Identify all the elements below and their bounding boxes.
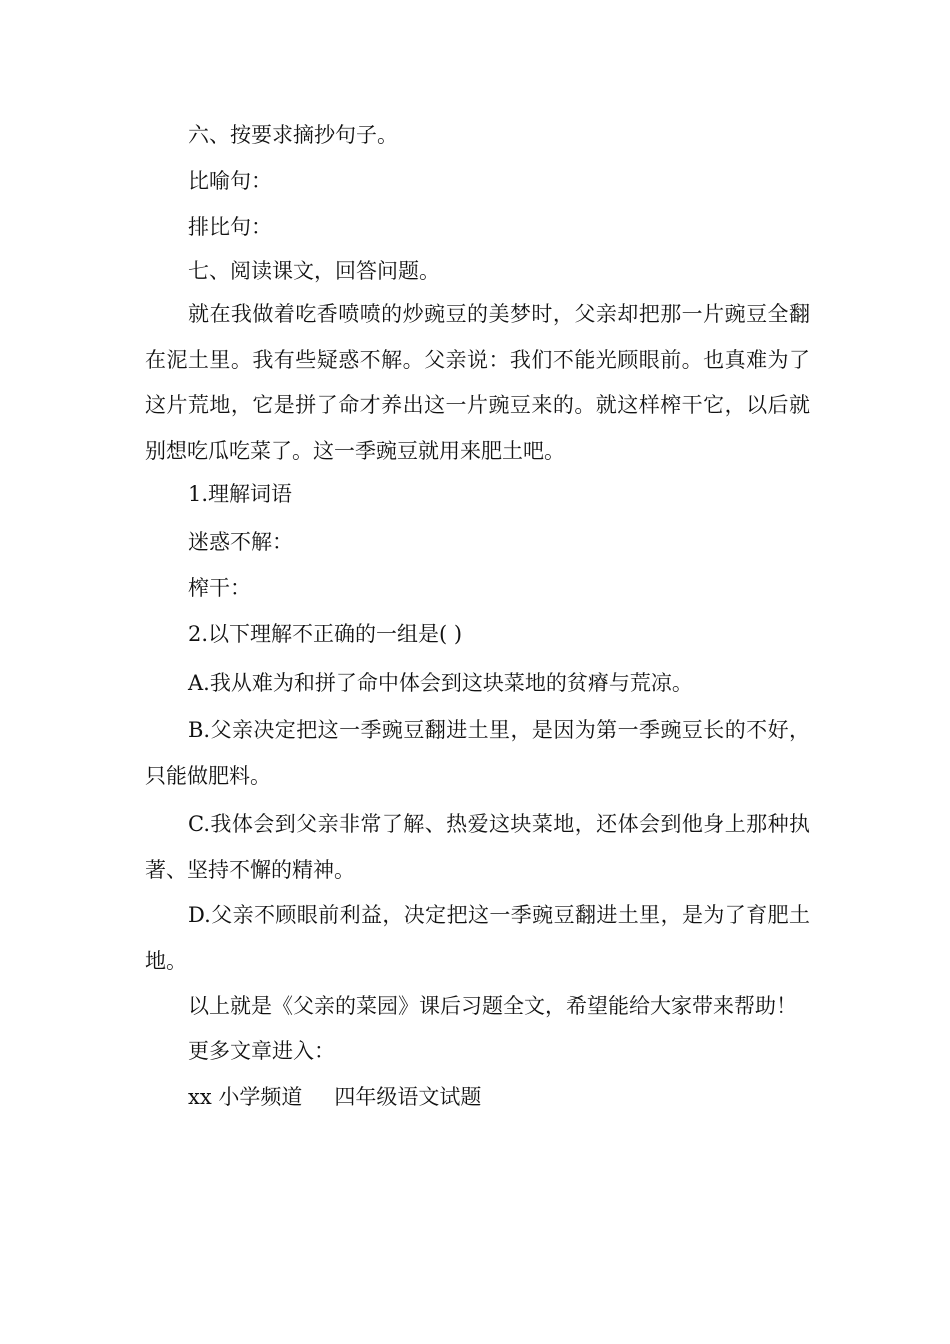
option-c: C.我体会到父亲非常了解、热爱这块菜地，还体会到他身上那种执著、坚持不懈的精神。 [145,812,810,882]
link-primary-school-channel[interactable]: xx 小学频道 [188,1085,303,1109]
simile-prompt: 比喻句： [188,169,272,193]
link-grade-4-chinese-tests[interactable]: 四年级语文试题 [334,1085,482,1109]
question-1-word-1: 迷惑不解： [188,530,293,554]
option-d: D.父亲不顾眼前利益，决定把这一季豌豆翻进土里，是为了育肥土地。 [145,903,810,973]
more-articles-label: 更多文章进入： [188,1039,335,1063]
related-links [188,1082,481,1112]
section-7-heading: 七、阅读课文，回答问题。 [188,259,440,283]
option-a: A.我从难为和拼了命中体会到这块菜地的贫瘠与荒凉。 [188,671,693,695]
option-b: B.父亲决定把这一季豌豆翻进土里，是因为第一季豌豆长的不好，只能做肥料。 [145,718,810,788]
question-1-word-2: 榨干： [188,576,251,600]
parallelism-prompt: 排比句： [188,215,272,239]
closing-summary: 以上就是《父亲的菜园》课后习题全文，希望能给大家带来帮助！ [188,994,797,1018]
section-6-heading: 六、按要求摘抄句子。 [188,123,398,147]
reading-passage: 就在我做着吃香喷喷的炒豌豆的美梦时，父亲却把那一片豌豆全翻在泥土里。我有些疑惑不解。父亲说：我们不能光顾眼前。也真难为了这片荒地，它是拼了命才养出这一片豌豆来的。就这样榨干它，以后就别想吃瓜吃菜了。这一季豌豆就用来肥土吧。 [145,302,810,463]
question-1: 1.理解词语 [188,482,293,506]
question-2: 2.以下理解不正确的一组是( ) [188,622,463,646]
